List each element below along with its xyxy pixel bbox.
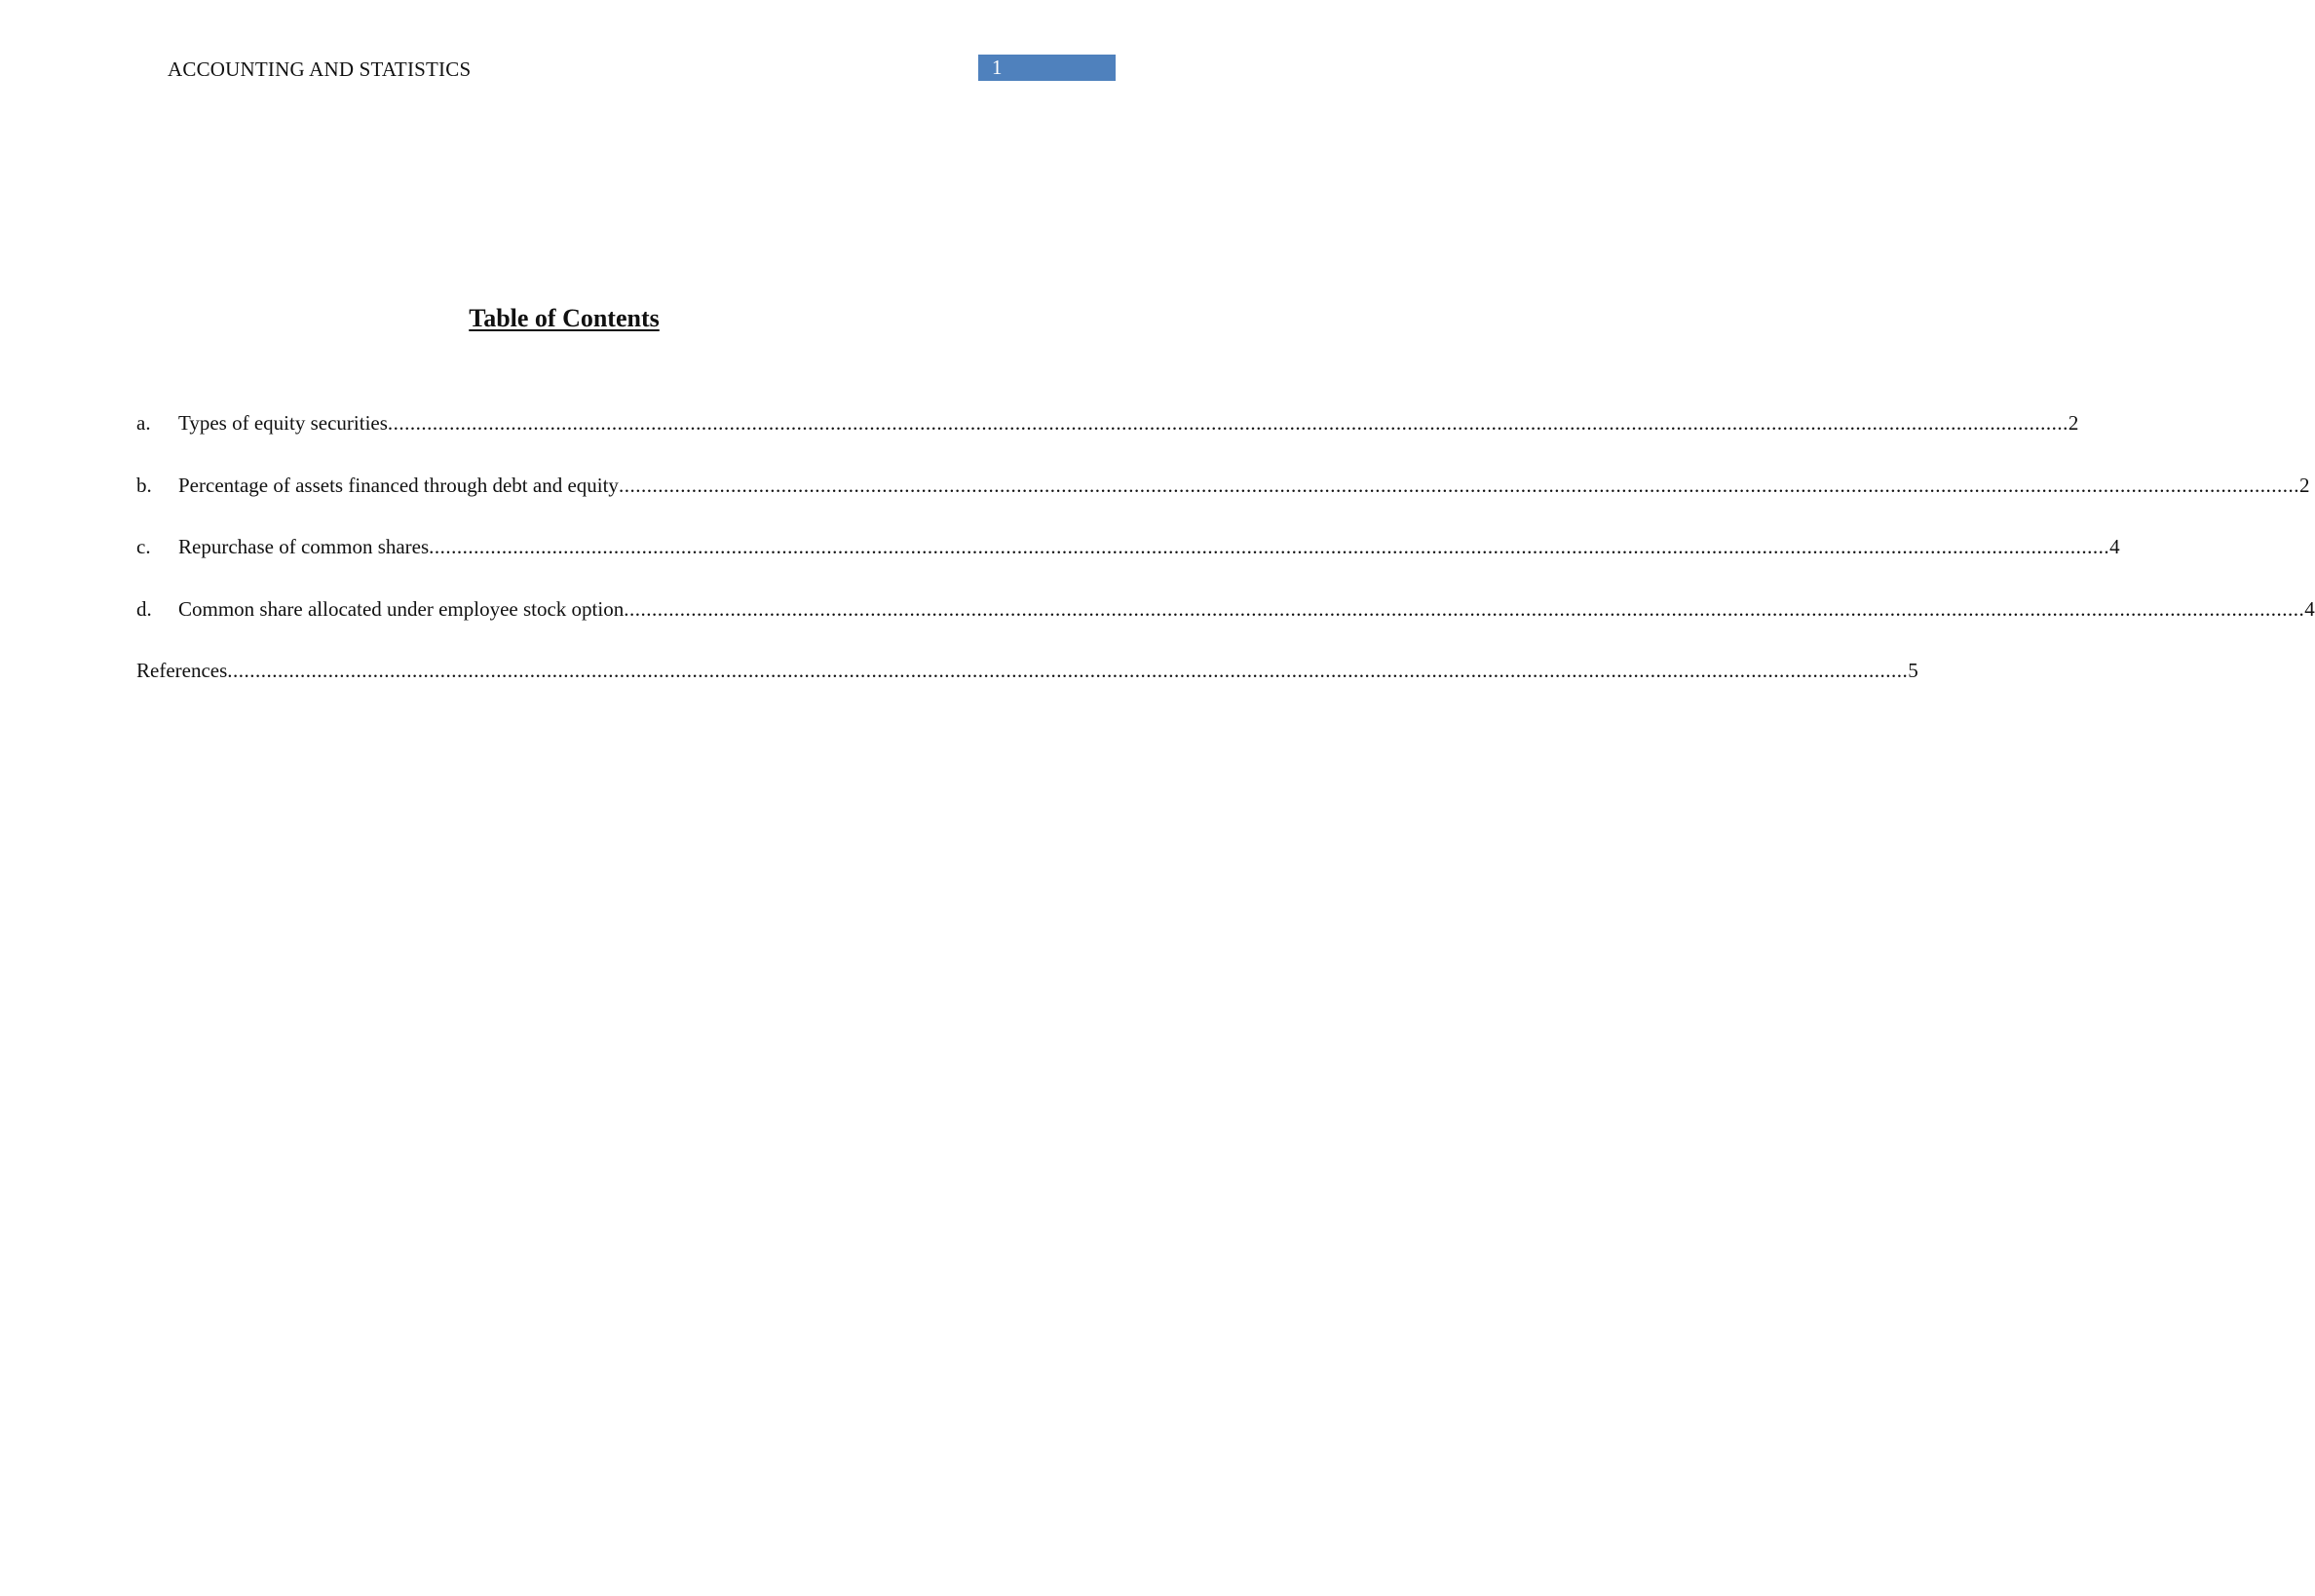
running-head: ACCOUNTING AND STATISTICS [168, 57, 472, 81]
toc-entry-marker: a. [136, 411, 151, 435]
toc-entry-employee-stock-option[interactable] [136, 596, 2315, 659]
toc-entry-marker: d. [136, 596, 152, 621]
toc-entry-page: 4 [2109, 535, 2120, 558]
toc-entry-title: Types of equity securities [178, 411, 388, 435]
page-number: 1 [978, 55, 1116, 81]
toc-leader-dots: ............................................................................................................................................................................................................................................................................................................ [429, 535, 2110, 558]
toc-leader-dots: ............................................................................................................................................................................................................................................................................................................ [624, 596, 2305, 621]
toc-entry-types-of-equity-securities[interactable] [136, 410, 2079, 473]
toc-entry-page: 4 [2304, 596, 2315, 621]
toc-entry-page: 2 [2068, 411, 2079, 435]
toc-entry-marker: c. [136, 535, 151, 558]
toc-leader-dots: ............................................................................................................................................................................................................................................................................................................ [387, 411, 2068, 435]
toc-title: Table of Contents [469, 304, 660, 332]
toc-entry-references[interactable] [136, 658, 1918, 720]
toc-entry-marker: b. [136, 473, 152, 497]
toc-entry-page: 5 [1908, 659, 1918, 682]
toc-entry-repurchase-of-common-shares[interactable] [136, 534, 2120, 596]
table-of-contents [136, 410, 2315, 720]
toc-entry-title: Repurchase of common shares [178, 535, 430, 558]
toc-entry-title: Common share allocated under employee stock option [178, 596, 625, 621]
toc-entry-page: 2 [2298, 473, 2310, 497]
toc-entry-percentage-of-assets[interactable] [136, 473, 2310, 535]
toc-entry-title: References [136, 659, 228, 682]
toc-leader-dots: ............................................................................................................................................................................................................................................................................................................ [618, 473, 2299, 497]
toc-leader-dots: ............................................................................................................................................................................................................................................................................................................ [227, 659, 1909, 682]
toc-entry-title: Percentage of assets financed through debt and equity [178, 473, 619, 497]
